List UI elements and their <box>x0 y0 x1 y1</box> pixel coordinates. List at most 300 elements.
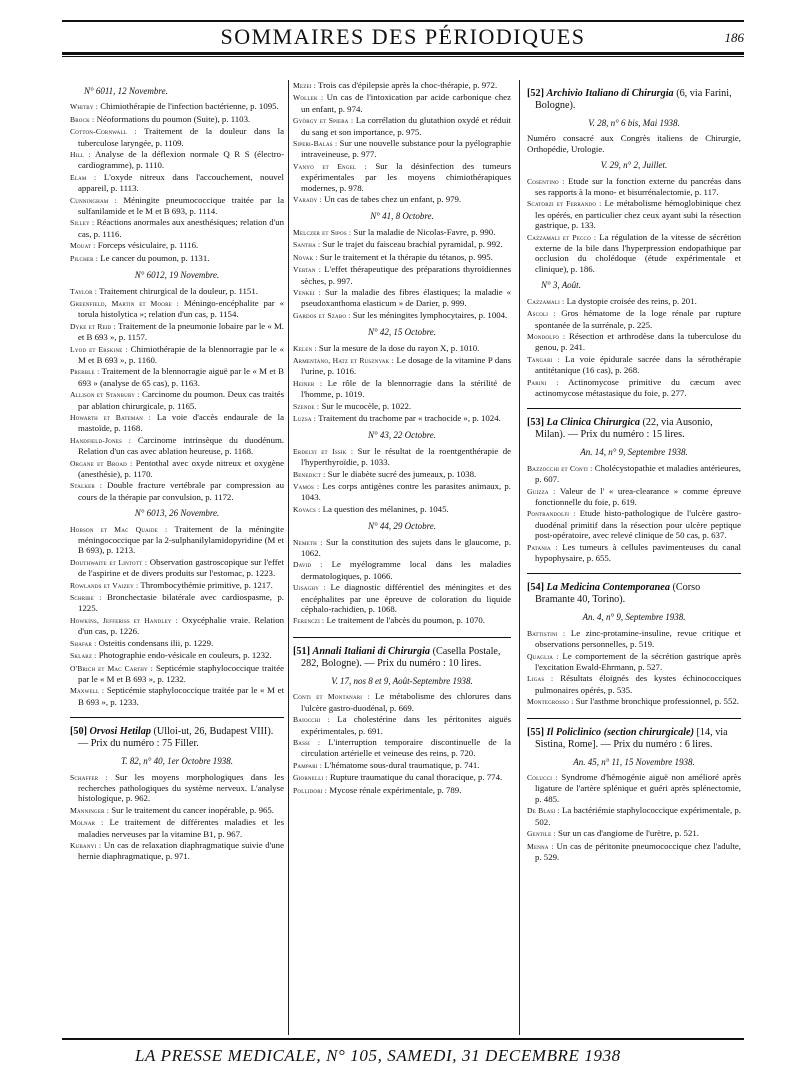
journal-number: [50] <box>70 726 87 738</box>
article-author: Ferenczi : <box>293 616 325 626</box>
article-author: Heiner : <box>293 378 323 388</box>
article-entry <box>70 389 284 411</box>
article-entry <box>70 615 284 637</box>
article-entry <box>70 344 284 366</box>
article-author: Allison et Stanbury : <box>70 390 140 400</box>
article-author: Gentile : <box>527 829 556 839</box>
journal-number: [53] <box>527 417 544 429</box>
article-title: Sur le trajet du faisceau brachial pyramidal, p. 992. <box>322 239 503 250</box>
article-author: Hobson et Mac Quaide : <box>70 524 168 534</box>
article-entry <box>293 239 511 250</box>
article-entry <box>293 582 511 614</box>
article-entry <box>70 650 284 661</box>
page-title: SOMMAIRES DES PÉRIODIQUES <box>220 24 586 49</box>
article-list <box>70 772 284 862</box>
article-author: Mondolfo : <box>527 331 566 341</box>
journal-name: La Medicina Contemporanea <box>546 582 670 594</box>
issue-heading: An. 4, n° 9, Septembre 1938. <box>582 612 686 623</box>
article-entry <box>70 805 284 816</box>
article-entry <box>70 286 284 297</box>
article-title: Traitement du trachome par « trachocide », p. 1024. <box>318 412 501 423</box>
journal-name: Archivio Italiano di Chirurgia <box>546 88 674 99</box>
article-author: Vamos : <box>293 482 320 491</box>
article-entry <box>293 355 511 377</box>
article-author: Erdelyi et Issik : <box>293 446 354 456</box>
article-entry <box>527 772 741 804</box>
article-title: Méningo-encéphalite par « torula histolytica »; relation d'un cas, p. 1154. <box>78 297 284 320</box>
article-author: Shafar : <box>70 638 97 648</box>
article-title: Photographie endo-vésicale en couleurs, p. 1232. <box>98 650 272 661</box>
article-author: Howkins, Jefferiss et Handley : <box>70 615 178 625</box>
issue-heading: N° 41, 8 Octobre. <box>370 211 434 222</box>
article-title: Septicémie staphylococcique traitée par le « M et B 693 », p. 1232. <box>78 662 285 684</box>
section-divider <box>70 717 284 718</box>
article-title: Sur le résultat de la roentgenthérapie de l'hyperthyroïdie, p. 1033. <box>301 445 512 468</box>
article-author: Santha : <box>293 240 321 250</box>
article-entry <box>293 446 511 468</box>
article-author: Brock : <box>70 114 95 124</box>
journal-name: La Clinica Chirurgica <box>546 417 640 429</box>
article-entry <box>293 772 511 783</box>
journal-heading <box>293 646 511 670</box>
article-entry <box>527 628 741 650</box>
article-entry <box>293 537 511 559</box>
article-title: Gros hématome de la loge rénale par rupture spontanée de la surrénale, p. 225. <box>535 308 741 330</box>
page-number: 186 <box>724 30 744 45</box>
issue-heading: An. 45, n° 11, 15 Novembre 1938. <box>573 756 695 767</box>
journal-number: [54] <box>527 582 544 594</box>
article-author: Tangari : <box>527 354 560 364</box>
article-title: Trois cas d'épilepsie après la choc-thérapie, p. 972. <box>318 80 498 90</box>
article-title: Les tumeurs à cellules pavimenteuses du canal hypophysaire, p. 655. <box>535 541 741 563</box>
article-entry <box>527 828 741 839</box>
article-entry <box>527 354 741 376</box>
article-author: Cosentino : <box>527 176 565 186</box>
article-title: Méningite pneumococcique traitée par la sulfanilamide et le M et B 693, p. 1114. <box>78 194 284 217</box>
article-list <box>527 628 741 708</box>
article-entry <box>70 321 284 343</box>
article-author: Baiocchi : <box>293 715 330 725</box>
article-title: Sur le traitement et la thérapie du tétanos, p. 995. <box>319 251 493 262</box>
article-entry <box>70 195 284 217</box>
journal-heading <box>527 727 741 751</box>
article-entry <box>70 580 284 591</box>
article-entry <box>527 308 741 330</box>
article-title: Sur la désinfection des tumeurs expérimentales par les moyens chimiothérapiques modernes, p. 978. <box>301 160 511 193</box>
article-entry <box>293 691 511 713</box>
article-title: Le métabolisme des chlorures dans l'ulcère gastro-duodénal, p. 669. <box>301 691 512 713</box>
article-author: Gardos et Szabo : <box>293 310 351 320</box>
column-2 <box>293 80 511 797</box>
article-entry <box>293 138 511 160</box>
article-entry <box>293 785 511 796</box>
article-title: La régulation de la vitesse de sécrétion externe de la bile dans l'hyperpression endopathique par occlusion du cholédoque (étude expérimentale et clinique), p. 186. <box>535 231 741 274</box>
article-entry <box>293 378 511 400</box>
article-title: L'interruption temporaire discontinuelle de la circulation artérielle et veineuse des reins, p. 720. <box>301 736 512 759</box>
article-entry <box>293 481 511 503</box>
article-title: Valeur de l' « urea-clearance » comme épreuve fonctionnelle du foie, p. 619. <box>535 485 741 507</box>
article-author: Vertan : <box>293 265 322 275</box>
issue-heading: V. 29, n° 2, Juillet. <box>600 160 668 171</box>
article-title: Observation gastroscopique sur l'effet de l'aspirine et de divers produits sur l'estomac, p. 1223. <box>78 556 284 579</box>
article-title: Traitement de la pneumonie lobaire par le « M. et B 693 », p. 1157. <box>78 320 284 343</box>
article-list <box>293 227 511 321</box>
article-title: Carcinome du poumon. Deux cas traités par ablation chirurgicale, p. 1165. <box>78 389 285 411</box>
article-list <box>70 524 284 708</box>
article-entry <box>70 458 284 480</box>
article-author: Maxwell : <box>70 686 105 696</box>
article-author: Mouat : <box>70 241 96 251</box>
article-entry <box>70 685 284 707</box>
article-title: Le traitement de l'abcès du poumon, p. 1070. <box>326 615 485 626</box>
article-entry <box>293 287 511 309</box>
article-title: Sur une nouvelle substance pour la pyélographie intraveineuse, p. 977. <box>301 138 511 160</box>
issue-heading: T. 82, n° 40, 1er Octobre 1938. <box>120 756 234 767</box>
article-entry <box>293 615 511 626</box>
article-entry <box>293 310 511 321</box>
section-divider <box>527 573 741 574</box>
article-author: Cunningham : <box>70 195 117 205</box>
article-entry <box>527 331 741 353</box>
article-title: Etude sur la fonction externe du pancréas dans ses rapports à la mono- et bisurrénalectomie, p. 117. <box>535 175 741 198</box>
article-entry <box>527 198 741 230</box>
article-author: Cotton-Cornwall : <box>70 127 137 137</box>
article-author: Kovacs : <box>293 504 321 514</box>
article-entry <box>527 377 741 399</box>
article-title: Sur l'asthme bronchique professionnel, p. 552. <box>575 696 739 707</box>
article-list <box>293 691 511 796</box>
article-title: Rupture traumatique du canal thoracique, p. 774. <box>329 772 503 783</box>
article-entry <box>293 504 511 515</box>
article-entry <box>70 366 284 388</box>
article-author: Kubanyi : <box>70 840 102 850</box>
article-entry <box>70 638 284 649</box>
journal-heading <box>527 582 741 606</box>
article-title: La corrélation du glutathion oxydé et réduit du sang et son importance, p. 975. <box>301 115 511 137</box>
article-author: Stalker : <box>70 481 103 491</box>
article-entry <box>527 486 741 508</box>
article-author: Pollidori : <box>293 785 328 795</box>
article-author: Schaffer : <box>70 772 108 782</box>
article-entry <box>70 298 284 320</box>
article-entry <box>70 114 284 125</box>
issue-heading: An. 14, n° 9, Septembre 1938. <box>580 447 688 458</box>
column-1 <box>70 80 284 863</box>
article-author: Elam : <box>70 172 97 182</box>
article-entry <box>70 592 284 614</box>
page-footer: LA PRESSE MEDICALE, N° 105, SAMEDI, 31 DECEMBRE 1938 <box>135 1046 621 1065</box>
article-author: O'Brich et Mac Carthy : <box>70 663 153 673</box>
journal-heading <box>527 417 741 441</box>
footer-rule <box>62 1038 744 1040</box>
article-list <box>527 772 741 862</box>
article-author: Sklarz : <box>70 651 97 661</box>
article-title: Traitement de la blennorragie aiguë par le « M et B 693 » (analyse de 65 cas), p. 1163. <box>78 366 284 388</box>
article-title: Le métabolisme hémoglobinique chez les opérés, en particulier chez ceux ayant subi la résection gastrique, p. 133. <box>535 198 741 231</box>
article-entry <box>527 176 741 198</box>
article-author: Dyke et Reid : <box>70 321 116 331</box>
article-title: L'hématome sous-dural traumatique, p. 741. <box>324 759 480 770</box>
article-entry <box>70 217 284 239</box>
article-author: Cazzamali et Pecco : <box>527 232 597 242</box>
article-author: Lyod et Erskine : <box>70 344 128 354</box>
article-list <box>70 101 284 264</box>
article-author: Hill : <box>70 150 91 160</box>
article-entry <box>527 841 741 863</box>
article-entry <box>70 149 284 171</box>
article-entry <box>70 557 284 579</box>
section-divider <box>527 718 741 719</box>
article-author: Guizza : <box>527 486 556 496</box>
article-author: De Blasi : <box>527 806 560 816</box>
article-title: Le traitement de différentes maladies et les maladies nerveuses par la vitamine B1, p. 967. <box>78 817 284 839</box>
journal-number: [51] <box>293 645 310 657</box>
article-title: Chimiothérapie de la blennorragie par le « M et B 693 », p. 1160. <box>78 343 284 365</box>
article-author: Manninger : <box>70 805 110 815</box>
article-author: Organe et Broad : <box>70 458 133 468</box>
article-author: Whitby : <box>70 102 99 112</box>
article-title: Traitement chirurgical de la douleur, p. 1151. <box>99 285 258 296</box>
article-entry <box>70 126 284 148</box>
article-title: Traitement de la méningite méningococcique par la 2-sulphanilylamidopyridine (M et B 693), p. 1213. <box>78 523 284 556</box>
article-title: Un cas de tabes chez un enfant, p. 979. <box>324 194 462 205</box>
article-title: Le rôle de la blennorragie dans la stérilité de l'homme, p. 1019. <box>301 377 512 400</box>
article-title: Oxycéphalie vraie. Relation d'un cas, p. 1226. <box>78 614 285 637</box>
article-entry <box>70 101 284 112</box>
article-author: Benedict : <box>293 469 326 479</box>
article-title: Syndrome d'hémogénie aiguë non amélioré après ligature de l'artère splénique et guéri après splénectomie, p. 485. <box>535 772 741 804</box>
article-title: Forceps vésiculaire, p. 1116. <box>97 240 199 251</box>
article-author: Greenfield, Martin et Moore : <box>70 298 179 308</box>
article-title: Analyse de la déflexion normale Q R S (électro-cardiogramme), p. 1110. <box>78 149 285 171</box>
issue-heading: V. 17, nos 8 et 9, Août-Septembre 1938. <box>331 675 473 686</box>
issue-heading: N° 44, 29 Octobre. <box>367 521 436 532</box>
article-author: Melczer et Sipos : <box>293 227 352 237</box>
article-entry <box>293 413 511 424</box>
issue-heading: N° 6012, 19 Novembre. <box>134 270 220 281</box>
article-title: La dystopie croisée des reins, p. 201. <box>566 295 697 306</box>
journal-heading <box>527 88 741 112</box>
article-title: Sur la constitution des sujets dans le glaucome, p. 1062. <box>301 536 512 559</box>
article-title: Un cas de péritonite pneumococcique chez l'adulte, p. 529. <box>535 840 741 862</box>
article-author: David : <box>293 560 323 570</box>
article-entry <box>70 840 284 862</box>
article-title: Chimiothérapie de l'infection bactérienne, p. 1095. <box>100 101 279 112</box>
journal-info: [14, via Sistina, Rome]. — Prix du numéro : 6 lires. <box>535 726 728 750</box>
section-divider <box>527 408 741 409</box>
article-author: Patania : <box>527 542 558 552</box>
article-list <box>70 286 284 503</box>
article-entry <box>70 663 284 685</box>
article-author: Rowlands et Vaizey : <box>70 580 139 590</box>
article-author: Silley : <box>70 218 95 228</box>
article-entry <box>293 343 511 354</box>
article-entry <box>293 92 511 114</box>
article-author: Szende : <box>293 401 320 411</box>
article-author: Taylor : <box>70 286 98 296</box>
article-title: Sur la maladie de Nicolas-Favre, p. 990. <box>353 226 496 237</box>
column-3 <box>527 80 741 863</box>
article-entry <box>293 760 511 771</box>
article-author: Parini : <box>527 377 559 387</box>
article-title: Double fracture vertébrale par compression au cours de la thérapie par convulsion, p. 1172. <box>78 480 284 502</box>
article-entry <box>527 696 741 707</box>
article-entry <box>293 469 511 480</box>
section-divider <box>293 637 511 638</box>
article-title: Résultats éloignés des kystes échinococciques pulmonaires opérés, p. 535. <box>535 673 741 695</box>
article-entry <box>70 524 284 556</box>
article-author: Quaglia : <box>527 651 559 661</box>
article-entry <box>293 252 511 263</box>
article-author: Armentano, Hatz et Rusznyak : <box>293 355 394 365</box>
article-title: Sur le mucocèle, p. 1022. <box>321 400 412 411</box>
issue-note: Numéro consacré aux Congrès italiens de Chirurgie, Orthopédie, Urologie. <box>527 133 741 154</box>
issue-heading: N° 6011, 12 Novembre. <box>84 86 168 96</box>
article-title: Résection et arthrodèse dans la tuberculose du genou, p. 241. <box>535 330 742 353</box>
article-author: Cazzamali : <box>527 296 565 306</box>
header-bottom-thin-rule <box>62 56 744 57</box>
article-author: Venkei : <box>293 287 321 297</box>
column-divider-left <box>288 80 289 1035</box>
article-author: Varady : <box>293 195 322 205</box>
article-author: Novak : <box>293 252 318 262</box>
article-author: Battistini : <box>527 628 566 638</box>
article-list <box>293 343 511 425</box>
article-author: Molnar : <box>70 818 104 828</box>
article-author: Bassi : <box>293 737 321 747</box>
article-author: Ascoli : <box>527 309 556 319</box>
article-title: Carcinome intrinsèque du duodénum. Relation d'un cas avec ablation heureuse, p. 1168. <box>78 434 285 457</box>
article-title: Cholécystopathie et maladies antérieures, p. 607. <box>535 462 742 485</box>
article-author: Douthwaite et Lintott : <box>70 557 148 567</box>
journal-name: Annali Italiani di Chirurgia <box>312 645 431 657</box>
article-title: Etude histo-pathologique de l'ulcère gastro-duodénal primitif dans la résection pour ulcère peptique post-opératoire, avec relevé clinique de 50 cas, p. 637. <box>535 508 741 541</box>
column-divider-right <box>519 80 520 1035</box>
article-entry <box>527 463 741 485</box>
article-title: Le myélogramme local dans les maladies dermatologiques, p. 1066. <box>301 559 511 581</box>
article-entry <box>527 508 741 540</box>
article-entry <box>293 115 511 137</box>
article-title: Osteitis condensans ilii, p. 1229. <box>98 637 214 648</box>
article-author: Pampari : <box>293 760 323 770</box>
article-entry <box>293 559 511 581</box>
article-entry <box>293 227 511 238</box>
article-title: Le zinc-protamine-insuline, revue critique et observations personnelles, p. 519. <box>535 627 741 650</box>
article-entry <box>70 435 284 457</box>
article-author: Luzsa : <box>293 413 317 423</box>
article-entry <box>70 817 284 839</box>
article-entry <box>70 172 284 194</box>
article-author: Menna : <box>527 841 554 851</box>
article-title: Sur la mesure de la dose du rayon X, p. 1010. <box>318 342 480 353</box>
article-author: Wollek : <box>293 93 324 103</box>
article-title: Les corps antigènes contre les parasites animaux, p. 1043. <box>301 481 511 503</box>
article-title: Le dosage de la vitamine P dans l'urine, p. 1016. <box>301 354 511 377</box>
article-entry <box>293 194 511 205</box>
journal-info: (Corso Bramante 40, Torino). <box>535 582 701 606</box>
article-title: Traitement de la douleur dans la tuberculose laryngée, p. 1109. <box>78 126 285 148</box>
article-author: Mezei : <box>293 81 316 90</box>
article-author: Schribe : <box>70 593 102 603</box>
issue-heading: V. 28, n° 6 bis, Mai 1938. <box>588 118 680 128</box>
article-author: Bazzocchi et Conti : <box>527 463 593 473</box>
issue-heading: N° 3, Août. <box>541 280 581 291</box>
article-entry <box>293 401 511 412</box>
article-entry <box>527 232 741 275</box>
article-title: Thrombocythémie primitive, p. 1217. <box>140 579 273 590</box>
article-entry <box>527 805 741 827</box>
article-author: Montegrosso : <box>527 697 574 707</box>
article-author: Vanyo et Engel : <box>293 161 367 171</box>
article-author: Colucci : <box>527 773 558 783</box>
article-entry <box>70 772 284 804</box>
issue-heading: N° 43, 22 Octobre. <box>367 430 436 441</box>
article-title: Sur la maladie des fibres élastiques; la maladie « pseudoxanthoma elasticum » de Darier, p. 999. <box>301 286 512 309</box>
article-entry <box>70 412 284 434</box>
article-title: Sur les méningites lymphocytaires, p. 1004. <box>352 309 508 320</box>
article-entry <box>527 673 741 695</box>
article-list <box>527 176 741 275</box>
article-entry <box>70 253 284 264</box>
article-title: Un cas de l'intoxication par acide carbonique chez un enfant, p. 974. <box>301 92 511 114</box>
header-bottom-rule <box>62 52 744 55</box>
article-author: Ujsaghy : <box>293 583 326 593</box>
article-author: Howarth et Bateman : <box>70 412 152 422</box>
article-author: Pontrandolfi : <box>527 509 576 519</box>
page-header <box>62 20 744 50</box>
journal-info: (6, via Farini, Bologne). <box>535 88 732 111</box>
article-author: Kelen : <box>293 343 317 353</box>
article-title: Le comportement de la sécrétion gastrique après l'excitation Ewald-Ehrmann, p. 527. <box>535 650 741 673</box>
article-author: Conti et Montanari : <box>293 692 370 702</box>
article-entry <box>527 296 741 307</box>
journal-info: (22, via Ausonio, Milan). — Prix du numéro : 15 lires. <box>535 417 713 441</box>
article-list <box>527 296 741 399</box>
article-title: Actinomycose primitive du cæcum avec actinomycose métastasique du foie, p. 277. <box>535 376 741 398</box>
article-title: Bronchectasie bilatérale avec cardiospasme, p. 1225. <box>78 592 284 614</box>
article-title: Le diagnostic différentiel des méningites et des encéphalites par une épreuve de coloration du liquide céphalo-rachidien, p. 1068. <box>301 582 511 615</box>
article-author: Nemeth : <box>293 537 323 547</box>
article-list <box>293 80 511 205</box>
article-entry <box>293 80 511 91</box>
article-author: Siperi-Balas : <box>293 139 338 149</box>
article-title: Le cancer du poumon, p. 1131. <box>100 252 210 263</box>
article-author: Scatorzi et Ferrando : <box>527 199 602 209</box>
journal-name: Il Policlinico (section chirurgicale) <box>546 726 694 738</box>
article-entry <box>293 161 511 193</box>
article-author: Handfield-Jones : <box>70 435 132 445</box>
journal-info: (Ulloi-ut, 26, Budapest VIII). — Prix du numéro : 75 Filler. <box>78 726 274 750</box>
article-entry <box>527 542 741 564</box>
article-title: Mycose rénale expérimentale, p. 789. <box>329 784 462 795</box>
article-title: Sur les moyens morphologiques dans les recherches pathologiques du système nerveux. L'analyse histologique, p. 962. <box>78 771 284 804</box>
article-entry <box>527 651 741 673</box>
article-entry <box>293 264 511 286</box>
journal-heading <box>70 726 284 750</box>
article-title: L'oxyde nitreux dans l'accouchement, nouvel appareil, p. 1113. <box>78 171 284 194</box>
issue-heading: N° 42, 15 Octobre. <box>367 327 436 338</box>
article-entry <box>293 714 511 736</box>
article-title: La voie d'accès endaurale de la mastoïde, p. 1168. <box>78 411 284 434</box>
article-list <box>293 537 511 627</box>
issue-heading: N° 6013, 26 Novembre. <box>134 508 220 519</box>
article-author: Ligas : <box>527 674 554 684</box>
article-author: György et Spiera : <box>293 116 354 126</box>
article-title: La question des mélanines, p. 1045. <box>322 503 449 514</box>
article-author: Pilcher : <box>70 253 99 263</box>
article-title: Sur le diabète sucré des jumeaux, p. 1038. <box>327 468 477 479</box>
article-title: Réactions anormales aux anesthésiques; relation d'un cas, p. 1116. <box>78 217 284 239</box>
